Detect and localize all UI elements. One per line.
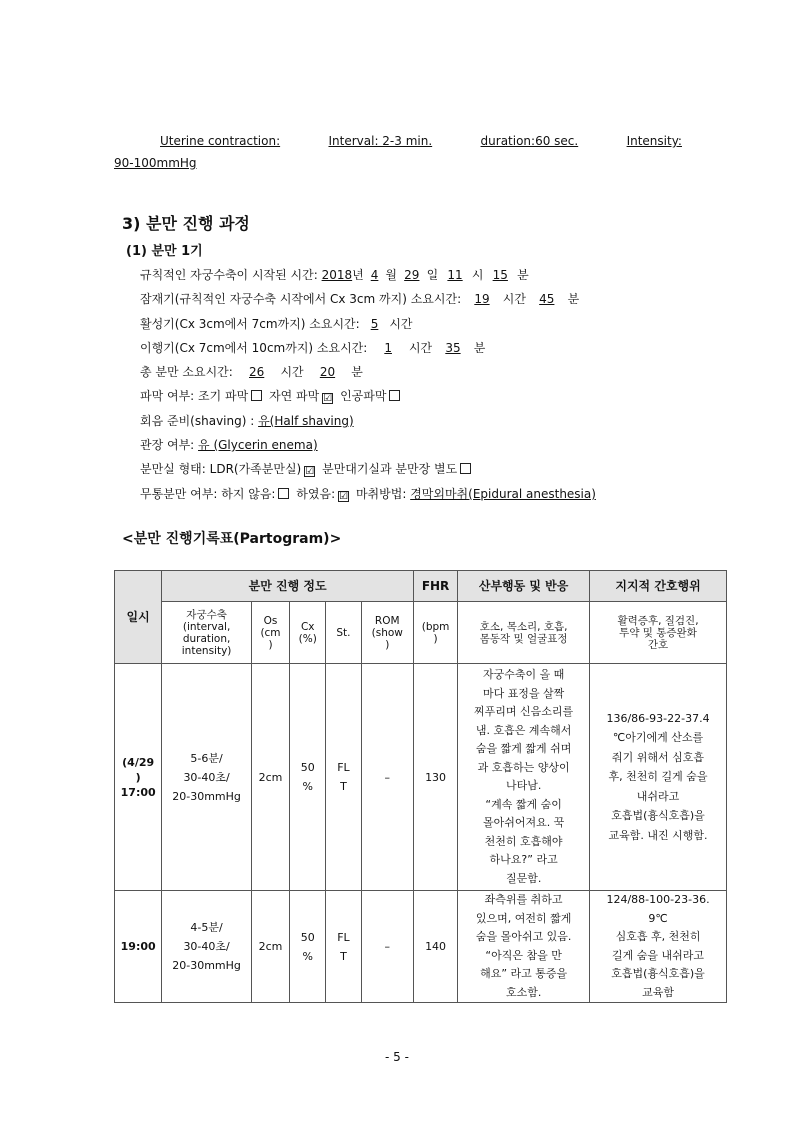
total-minutes: 20: [319, 365, 336, 380]
header-fhr: FHR: [413, 571, 457, 602]
transition-phase-line: 이행기(Cx 7cm에서 10cm까지) 소요시간: 1 시간 35 분: [140, 336, 760, 360]
enema-line: 관장 여부: 유 (Glycerin enema): [140, 438, 318, 453]
table-row: [115, 664, 727, 891]
active-hours: 5: [370, 316, 379, 331]
start-hour: 11: [447, 268, 463, 282]
uterine-duration: duration:60 sec.: [480, 134, 579, 148]
checkbox-separate-room[interactable]: [460, 463, 471, 474]
row-time: (4/29 ) 17:00: [115, 664, 162, 891]
row-behavior: 좌측위를 취하고 있으며, 여전히 짧게 숨을 몰아쉬고 있음. “아직은 참을 만 해요” 라고 통증을 호소함.: [458, 891, 590, 1003]
transition-minutes: 35: [445, 340, 461, 355]
checkbox-done[interactable]: ☑: [339, 490, 349, 502]
checkbox-not-done[interactable]: [278, 488, 289, 499]
checkbox-early-rupture[interactable]: [251, 390, 262, 401]
rupture-line: 파막 여부: 조기 파막 자연 파막 ☑ 인공파막: [140, 384, 760, 408]
row-contraction: 4-5분/ 30-40초/ 20-30mmHg: [162, 891, 252, 1003]
row-cx: 50 %: [290, 664, 326, 891]
shaving-value: 유(Half shaving): [258, 413, 354, 428]
subheader-cx: Cx (%): [290, 602, 326, 664]
row-st: FL T: [326, 891, 361, 1003]
uterine-intensity-label: Intensity:: [626, 134, 682, 148]
checkbox-ldr[interactable]: ☑: [305, 466, 315, 478]
subheader-behavior: 호소, 목소리, 호흡, 몸동작 및 얼굴표정: [458, 602, 590, 664]
table-row: [115, 891, 727, 1003]
uterine-interval: Interval: 2-3 min.: [328, 134, 433, 148]
page-number: - 5 -: [385, 1050, 409, 1064]
painless-delivery-line: 무통분만 여부: 하지 않음: 하였음: ☑ 마취방법: 경막외마취(Epidural anesthesia): [140, 486, 596, 502]
stage-title: (1) 분만 1기: [126, 244, 203, 259]
start-month: 4: [370, 268, 379, 282]
start-year: 2018: [321, 268, 353, 282]
row-os: 2cm: [251, 891, 289, 1003]
subheader-st: St.: [326, 602, 361, 664]
start-minute: 15: [492, 268, 508, 282]
row-st: FL T: [326, 664, 361, 891]
transition-hours: 1: [384, 340, 392, 355]
subheader-care: 활력증후, 질검진, 투약 및 통증완화 간호: [590, 602, 727, 664]
latent-phase-line: 잠재기(규칙적인 자궁수축 시작에서 Cx 3cm 까지) 소요시간: 19 시간 45 분: [140, 287, 760, 311]
total-time-line: 총 분만 소요시간: 26 시간 20 분: [140, 360, 760, 384]
row-rom: –: [361, 891, 413, 1003]
partogram-title: <분만 진행기록표(Partogram)>: [122, 531, 342, 547]
section-title: 3) 분만 진행 과정: [122, 214, 250, 233]
partogram-table: [114, 570, 727, 1003]
row-rom: –: [361, 664, 413, 891]
subheader-os: Os (cm ): [251, 602, 289, 664]
header-care: 지지적 간호행위: [590, 571, 727, 602]
contraction-start-line: 규칙적인 자궁수축이 시작된 시간: 2018년 4 월 29 일 11 시 15 분: [140, 263, 760, 287]
row-time: 19:00: [115, 891, 162, 1003]
enema-value: 유 (Glycerin enema): [198, 438, 318, 453]
row-care: 124/88-100-23-36. 9℃ 심호흡 후, 천천히 길게 숨을 내쉬라고 호흡법(흉식호흡)을 교육함: [590, 891, 727, 1003]
subheader-bpm: (bpm ): [413, 602, 457, 664]
active-phase-line: 활성기(Cx 3cm에서 7cm까지) 소요시간: 5 시간: [140, 312, 760, 336]
total-hours: 26: [249, 365, 265, 380]
anesthesia-method: 경막외마취(Epidural anesthesia): [410, 486, 596, 501]
subheader-rom: ROM (show ): [361, 602, 413, 664]
row-os: 2cm: [251, 664, 289, 891]
row-contraction: 5-6분/ 30-40초/ 20-30mmHg: [162, 664, 252, 891]
uterine-label: Uterine contraction:: [160, 134, 281, 148]
header-progress: 분만 진행 정도: [162, 571, 414, 602]
uterine-intensity-value: 90-100mmHg: [114, 156, 197, 170]
subheader-contraction: 자궁수축 (interval, duration, intensity): [162, 602, 252, 664]
row-behavior: 자궁수축이 올 때 마다 표정을 살짝 찌푸리며 신음소리를 냄. 호흡은 계속해서 숨을 짧게 짧게 쉬며 과 호흡하는 양상이 나타남. “계속 짧게 숨이 몰아쉬어져요. 꾹 천천히 호흡해야 하나요?” 라고 질문함.: [458, 664, 590, 891]
latent-hours: 19: [474, 292, 490, 307]
latent-minutes: 45: [539, 292, 555, 307]
checkbox-natural-rupture[interactable]: ☑: [323, 393, 333, 405]
checkbox-artificial-rupture[interactable]: [389, 390, 400, 401]
row-cx: 50 %: [290, 891, 326, 1003]
header-date: 일시: [115, 571, 162, 664]
row-care: 136/86-93-22-37.4 ℃아기에게 산소를 줘기 위해서 심호흡 후, 천천히 길게 숨을 내쉬라고 호흡법(흉식호흡)을 교육함. 내진 시행함.: [590, 664, 727, 891]
stage1-info: [140, 263, 760, 506]
row-fhr: 130: [413, 664, 457, 891]
uterine-contraction-block: [114, 130, 682, 174]
start-day: 29: [404, 268, 420, 282]
delivery-room-line: 분만실 형태: LDR(가족분만실) ☑ 분만대기실과 분만장 별도: [140, 457, 760, 481]
shaving-line: 회음 준비(shaving) : 유(Half shaving): [140, 413, 354, 428]
row-fhr: 140: [413, 891, 457, 1003]
header-behavior: 산부행동 및 반응: [458, 571, 590, 602]
